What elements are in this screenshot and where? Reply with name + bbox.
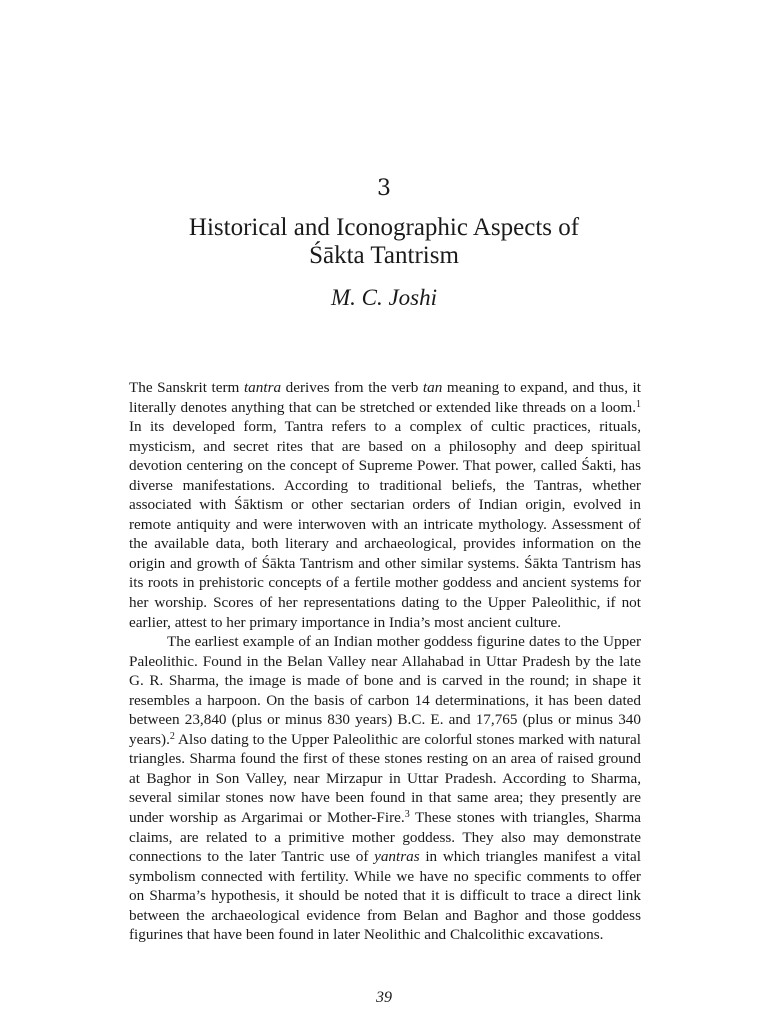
p2-text-3a: These stones with triangles, Sharma claims, are related to a primitive mother goddess. They also may demonstrate connections to the later Tantric use of [129, 809, 641, 866]
chapter-number: 3 [377, 176, 391, 201]
paragraph-1 [129, 378, 641, 632]
footnote-ref-2[interactable]: 2 [169, 730, 175, 742]
p2-text-1: The earliest example of an Indian mother goddess figurine dates to the Upper Paleolithic. Found in the Belan Valley near Allahabad in Uttar Pradesh by the late G. R. Sharma, the image is made of bone and is carved in the round; in shape it resembles a harpoon. On the basis of carbon 14 determinations, it has been dated between 23,840 (plus or minus 830 years) B.C. E. and 17,765 (plus or minus 340 years). [129, 633, 641, 748]
p1-text-c: derives from the verb [281, 379, 423, 396]
footnote-ref-3[interactable]: 3 [404, 809, 410, 821]
author-name: M. C. Joshi [330, 285, 438, 310]
p1-text-2: In its developed form, Tantra refers to a complex of cultic practices, rituals, mysticism, and secret rites that are based on a philosophy and deep spiritual devotion centering on the concept of Supreme Power. That power, called Śakti, has diverse manifestations. According to traditional beliefs, the Tantras, whether associated with Śāktism or other sectarian orders of Indian origin, evolved in remote antiquity and were interwoven with an intricate mythology. Assessment of the available data, both literary and archaeological, provides information on the origin and growth of Śākta Tantrism and other similar systems. Śākta Tantrism has its roots in prehistoric concepts of a fertile mother goddess and ancient systems for her worship. Scores of her representations dating to the Upper Paleolithic, if not earlier, attest to her primary importance in India’s most ancient culture. [129, 418, 641, 631]
p2-text-2: Also dating to the Upper Paleolithic are colorful stones marked with natural triangles. Sharma found the first of these stones resting on an area of raised ground at Baghor in Son Valley, near Mirzapur in Uttar Pradesh. According to Sharma, several similar stones now have been found in that same area; they presently are under worship as Argarimai or Mother-Fire. [129, 730, 641, 827]
chapter-title-line-2: Śākta Tantrism [309, 242, 459, 269]
chapter-title-line-1: Historical and Iconographic Aspects of [188, 214, 580, 241]
p1-text-a: The Sanskrit term [129, 379, 244, 396]
page-number: 39 [376, 989, 392, 1006]
p1-term-tan: tan [422, 379, 443, 396]
footnote-ref-1[interactable]: 1 [636, 398, 641, 410]
p1-term-tantra: tantra [243, 379, 282, 396]
p2-term-yantras: yantras [374, 848, 420, 866]
chapter-title [0, 214, 768, 270]
p2-text-3c: in which triangles manifest a vital symbolism connected with fertility. While we have no specific comments to offer on Sharma’s hypothesis, it should be noted that it is difficult to trace a direct link between the archaeological evidence from Belan and Baghor and those goddess figurines that have been found in later Neolithic and Chalcolithic excavations. [129, 848, 641, 944]
paragraph-2 [129, 632, 641, 945]
body-text [129, 378, 641, 945]
p1-text-e: meaning to expand, and thus, it literally denotes anything that can be stretched or extended like threads on a loom. [129, 379, 641, 416]
